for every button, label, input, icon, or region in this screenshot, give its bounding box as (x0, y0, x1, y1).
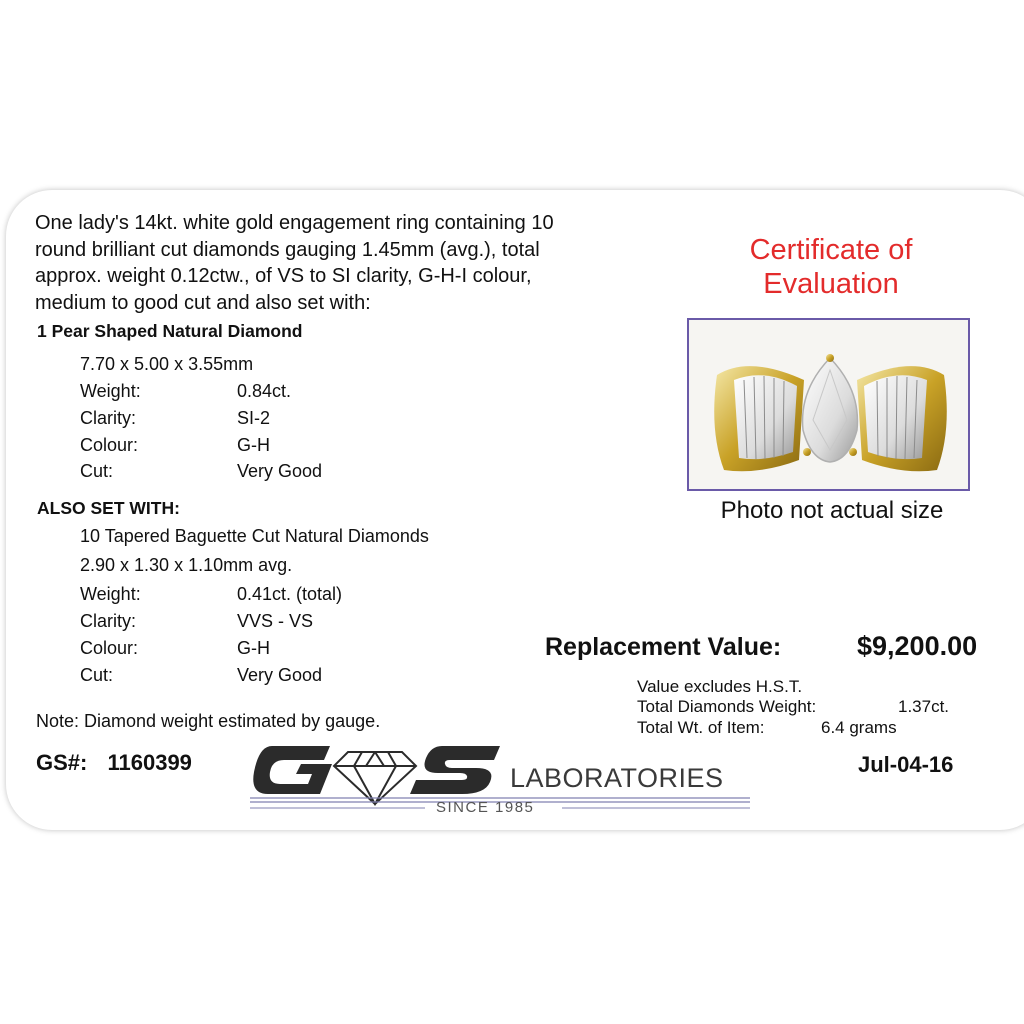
spec-value: G-H (237, 638, 270, 658)
replacement-label: Replacement Value: (545, 633, 782, 661)
total-item-label: Total Wt. of Item: (637, 718, 765, 737)
certificate-title (690, 233, 972, 301)
main-stone-heading: 1 Pear Shaped Natural Diamond (37, 321, 303, 341)
certificate-title-line: Certificate of (749, 234, 913, 266)
replacement-value: $9,200.00 (857, 631, 978, 661)
spec-label: Weight: (80, 381, 141, 401)
gs-label: GS#: (36, 750, 88, 775)
gs-number (36, 750, 192, 776)
spec-label: Cut: (80, 665, 114, 685)
ring-illustration (689, 320, 970, 491)
also-set-heading: ALSO SET WITH: (37, 498, 180, 518)
description-line: approx. weight 0.12ctw., of VS to SI clarity, G-H-I colour, (35, 265, 532, 287)
spec-value: 0.84ct. (237, 381, 292, 401)
spec-label: Clarity: (80, 611, 137, 631)
total-item-value: 6.4 grams (821, 718, 897, 737)
diamond-icon (334, 752, 416, 804)
gs-value: 1160399 (107, 750, 192, 775)
spec-label: Colour: (80, 638, 139, 658)
spec-value: G-H (237, 435, 270, 455)
also-set-line: 10 Tapered Baguette Cut Natural Diamonds (80, 526, 429, 546)
photo-caption: Photo not actual size (720, 497, 944, 524)
weight-note: Note: Diamond weight estimated by gauge. (36, 711, 381, 731)
description-line: One lady's 14kt. white gold engagement ring containing 10 (35, 212, 554, 234)
spec-value: 0.41ct. (total) (237, 584, 343, 604)
spec-label: Clarity: (80, 408, 137, 428)
spec-value: Very Good (237, 665, 323, 685)
ring-photo (687, 318, 970, 491)
certificate-title-line: Evaluation (763, 268, 899, 300)
description-line: round brilliant cut diamonds gauging 1.45mm (avg.), total (35, 238, 540, 261)
also-set-dimensions: 2.90 x 1.30 x 1.10mm avg. (80, 555, 293, 575)
total-diamonds-label: Total Diamonds Weight: (637, 697, 817, 716)
laboratories-wordmark: LABORATORIES (510, 763, 724, 793)
spec-value: Very Good (237, 461, 323, 481)
spec-label: Cut: (80, 461, 114, 481)
ring-description (35, 210, 675, 316)
spec-value: SI-2 (237, 408, 271, 428)
total-diamonds-value: 1.37ct. (898, 697, 950, 716)
main-stone-dimensions: 7.70 x 5.00 x 3.55mm (80, 354, 254, 374)
value-excludes: Value excludes H.S.T. (637, 677, 803, 696)
spec-label: Weight: (80, 584, 141, 604)
spec-label: Colour: (80, 435, 139, 455)
since-1985: SINCE 1985 (436, 799, 535, 816)
description-line: medium to good cut and also set with: (35, 291, 371, 314)
spec-value: VVS - VS (237, 611, 314, 631)
certificate-date: Jul-04-16 (858, 752, 954, 777)
